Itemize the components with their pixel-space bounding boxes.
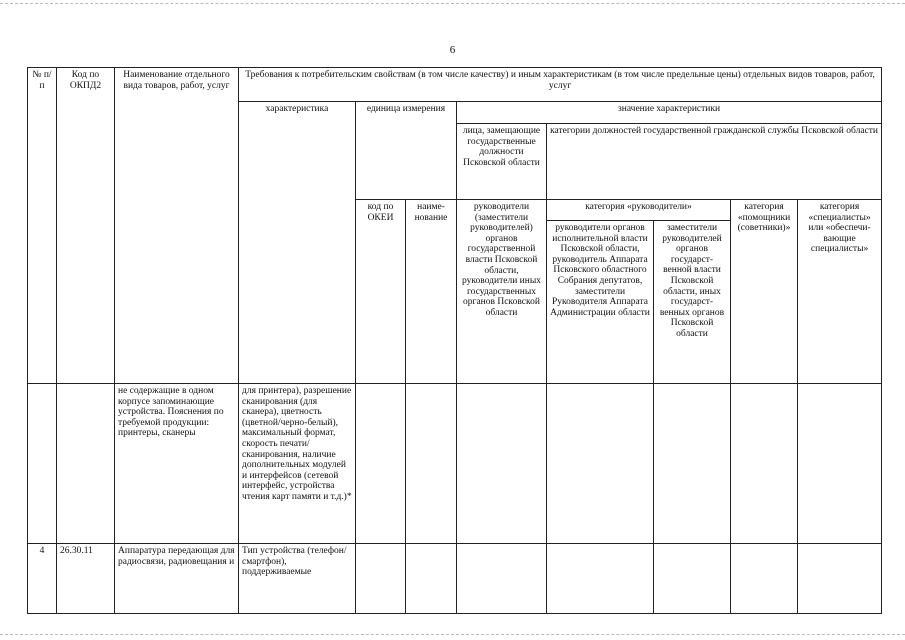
header-persons: лица, замещающие государственные должности Псковской области — [457, 124, 547, 200]
row-specialists-cell — [798, 384, 882, 544]
row-leaders-a-cell — [547, 544, 654, 614]
header-value: значение характеристики — [457, 102, 882, 124]
table-row — [28, 544, 882, 614]
row-unit-name-cell — [406, 544, 457, 614]
row-helpers-cell — [731, 544, 798, 614]
row-characteristic: для принтера), разрешение сканирования (для сканера), цветность (цветной/черно-белый), максимальный формат, скорость печати/ сканирования, наличие дополнительных модулей и интерфейсов (сетевой интерфейс, устройства чтения карт памяти и т.д.)* — [239, 384, 356, 544]
header-requirements: Требования к потребительским свойствам (в том числе качеству) и иным характеристикам (в том числе предельные цены) отдельных видов товаров, работ, услуг — [239, 68, 882, 102]
row-helpers-cell — [731, 384, 798, 544]
row-num — [28, 384, 57, 544]
header-leaders-b: заместители руководителей органов государст-венной власти Псковской области, иных государст-венных органов Псковской области — [654, 221, 731, 384]
row-num: 4 — [28, 544, 57, 614]
row-heads-cell — [457, 544, 547, 614]
row-heads-cell — [457, 384, 547, 544]
header-unit: единица измерения — [356, 102, 457, 200]
table-row — [28, 384, 882, 544]
header-leaders-a: руководители органов исполнительной власти Псковской области, руководитель Аппарата Псковского областного Собрания депутатов, заместители Руководителя Аппарата Администрации области — [547, 221, 654, 384]
row-unit-name-cell — [406, 384, 457, 544]
page-number: 6 — [449, 44, 456, 56]
row-code: 26.30.11 — [57, 544, 115, 614]
requirements-table — [27, 67, 882, 614]
header-categories: категории должностей государственной гражданской службы Псковской области — [547, 124, 882, 200]
row-leaders-a-cell — [547, 384, 654, 544]
header-num: № п/п — [28, 68, 57, 384]
header-cat-leaders: категория «руководители» — [547, 200, 731, 221]
header-characteristic: характеристика — [239, 102, 356, 384]
row-characteristic: Тип устройства (телефон/смартфон), поддерживаемые — [239, 544, 356, 614]
header-item-name: Наименование отдельного вида товаров, работ, услуг — [115, 68, 239, 384]
header-cat-specialists: категория «специалисты» или «обеспечи-вающие специалисты» — [798, 200, 882, 384]
row-leaders-b-cell — [654, 384, 731, 544]
header-okpd: Код по ОКПД2 — [57, 68, 115, 384]
header-okei-code: код по ОКЕИ — [356, 200, 406, 384]
header-unit-name: наиме-нование — [406, 200, 457, 384]
row-name: Аппаратура передающая для радиосвязи, радиовещания и — [115, 544, 239, 614]
row-okei-cell — [356, 384, 406, 544]
row-name: не содержащие в одном корпусе запоминающие устройства. Пояснения по требуемой продукции: принтеры, сканеры — [115, 384, 239, 544]
row-code — [57, 384, 115, 544]
row-okei-cell — [356, 544, 406, 614]
row-leaders-b-cell — [654, 544, 731, 614]
scan-edge-bottom — [0, 634, 905, 635]
header-cat-helpers: категория «помощники (советники)» — [731, 200, 798, 384]
header-heads: руководители (заместители руководителей) органов государственной власти Псковской области, руководители иных государственных органов Псковской области — [457, 200, 547, 384]
scan-edge-top — [0, 3, 905, 4]
row-specialists-cell — [798, 544, 882, 614]
